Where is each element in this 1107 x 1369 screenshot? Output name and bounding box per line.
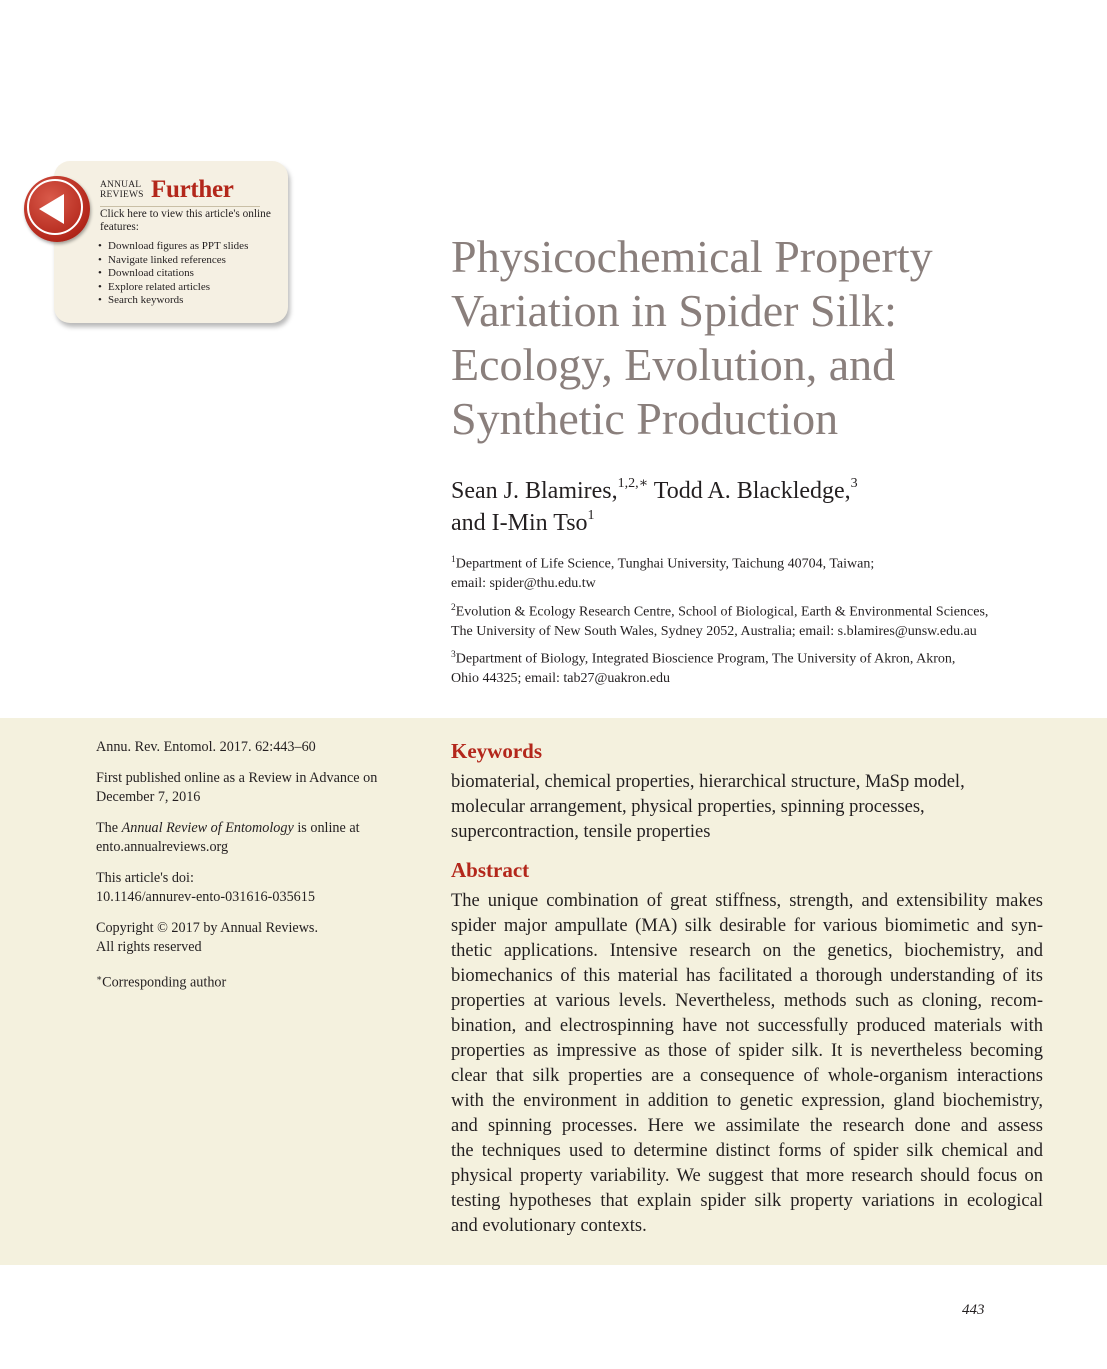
affiliation-email: The University of New South Wales, Sydney 2052, Australia; email: s.blamires@unsw.edu.au bbox=[451, 623, 977, 639]
affiliation bbox=[451, 551, 1051, 594]
article-info-sidebar bbox=[96, 738, 416, 1005]
abstract-text bbox=[451, 889, 1043, 1239]
feature-list bbox=[98, 240, 248, 308]
feature-item[interactable]: • Navigate linked references bbox=[98, 254, 248, 268]
abstract-line: and spinning processes. Here we assimilate the research done and assess bbox=[451, 1116, 1043, 1136]
title-line: Ecology, Evolution, and bbox=[451, 339, 896, 390]
doi-value[interactable]: 10.1146/annurev-ento-031616-035615 bbox=[96, 889, 315, 905]
corresponding-note bbox=[96, 969, 416, 993]
keywords-heading: Keywords bbox=[451, 739, 542, 763]
title-line: Physicochemical Property bbox=[451, 231, 933, 282]
feature-item[interactable]: • Download citations bbox=[98, 267, 248, 281]
abstract-heading: Abstract bbox=[451, 858, 530, 882]
affiliation-email: Ohio 44325; email: tab27@uakron.edu bbox=[451, 671, 670, 687]
affiliation-email: email: spider@thu.edu.tw bbox=[451, 576, 596, 592]
left-arrow-icon bbox=[24, 176, 90, 242]
abstract-line: properties as impressive as those of spider silk. It is nevertheless becoming bbox=[451, 1041, 1043, 1061]
title-line: Synthetic Production bbox=[451, 393, 839, 444]
corresponding-text: Corresponding author bbox=[102, 974, 227, 991]
published-date bbox=[96, 769, 416, 807]
copyright-line: Copyright © 2017 by Annual Reviews. bbox=[96, 920, 319, 936]
abstract-line: properties at various levels. Nevertheless, methods such as cloning, recom- bbox=[451, 991, 1043, 1011]
affiliation-text: Department of Biology, Integrated Bioscience Program, The University of Akron, Akron, bbox=[455, 651, 956, 667]
article-title bbox=[451, 230, 1071, 446]
affiliation-sup: 3 bbox=[451, 650, 456, 661]
abstract-line: testing hypotheses that explain spider silk property variations in ecological bbox=[451, 1191, 1043, 1211]
click-here-rest: to view this article's online features: bbox=[100, 208, 271, 233]
author-name: and I-Min Tso bbox=[451, 510, 588, 536]
author-sup: 1,2,∗ bbox=[617, 476, 649, 491]
click-here-text bbox=[100, 208, 280, 234]
journal-suffix: is online at bbox=[293, 820, 360, 836]
journal-prefix: The bbox=[96, 820, 122, 836]
abstract-line: with the environment in addition to genetic expression, gland biochemistry, bbox=[451, 1091, 1043, 1111]
feature-item[interactable]: • Search keywords bbox=[98, 294, 248, 308]
published-line: December 7, 2016 bbox=[96, 789, 201, 805]
abstract-line: clear that silk properties are a consequence of whole-organism interactions bbox=[451, 1066, 1043, 1086]
author-sup: 3 bbox=[850, 476, 858, 491]
doi bbox=[96, 869, 416, 907]
feature-item[interactable]: • Download figures as PPT slides bbox=[98, 240, 248, 254]
keywords-line: supercontraction, tensile properties bbox=[451, 822, 711, 842]
brand-further: Further bbox=[151, 176, 234, 203]
main-column bbox=[451, 736, 1043, 1239]
abstract-line: The unique combination of great stiffness, strength, and extensibility makes bbox=[451, 891, 1043, 911]
title-line: Variation in Spider Silk: bbox=[451, 285, 897, 336]
affiliations bbox=[451, 551, 1051, 694]
journal-online bbox=[96, 819, 416, 857]
affiliation-sup: 1 bbox=[451, 555, 456, 565]
copyright bbox=[96, 919, 416, 957]
doi-label: This article's doi: bbox=[96, 870, 194, 886]
abstract-line: spider major ampullate (MA) silk desirable for various biomimetic and syn- bbox=[451, 916, 1043, 936]
affiliation bbox=[451, 646, 1051, 689]
journal-url[interactable]: ento.annualreviews.org bbox=[96, 839, 229, 855]
click-here-link[interactable]: Click here bbox=[100, 208, 147, 220]
brand-reviews: REVIEWS bbox=[100, 190, 144, 200]
citation bbox=[96, 738, 416, 757]
published-line: First published online as a Review in Advance on bbox=[96, 770, 378, 786]
affiliation bbox=[451, 599, 1051, 642]
abstract-line: and evolutionary contexts. bbox=[451, 1216, 647, 1236]
abstract-line: physical property variability. We suggest that more research should focus on bbox=[451, 1166, 1043, 1186]
abstract-line: biomechanics of this material has facilitated a thorough understanding of its bbox=[451, 966, 1043, 986]
copyright-line: All rights reserved bbox=[96, 939, 202, 955]
author-sup: 1 bbox=[587, 508, 595, 523]
author-name: Sean J. Blamires, bbox=[451, 478, 618, 504]
affiliation-text: Department of Life Science, Tunghai University, Taichung 40704, Taiwan; bbox=[455, 556, 875, 572]
citation-text: Annu. Rev. Entomol. 2017. 62:443–60 bbox=[96, 739, 316, 755]
abstract-line: thetic applications. Intensive research on the genetics, biochemistry, and bbox=[451, 941, 1043, 961]
keywords-line: biomaterial, chemical properties, hierarchical structure, MaSp model, bbox=[451, 772, 965, 792]
corresponding-mark: ∗ bbox=[96, 973, 103, 983]
abstract-line: bination, and electrospinning have not successfully produced materials with bbox=[451, 1016, 1043, 1036]
divider bbox=[100, 206, 260, 207]
journal-name: Annual Review of Entomology bbox=[121, 820, 294, 836]
page-number: 443 bbox=[962, 1302, 985, 1318]
affiliation-text: Evolution & Ecology Research Centre, School of Biological, Earth & Environmental Sciences, bbox=[455, 604, 989, 620]
further-arrow-button[interactable] bbox=[24, 176, 90, 242]
abstract-line: the techniques used to determine distinct forms of spider silk chemical and bbox=[451, 1141, 1043, 1161]
brand-annual: ANNUAL bbox=[100, 180, 142, 190]
keywords-list bbox=[451, 770, 1043, 845]
feature-item[interactable]: • Explore related articles bbox=[98, 281, 248, 295]
author-name: Todd A. Blackledge, bbox=[648, 478, 851, 504]
keywords-line: molecular arrangement, physical properties, spinning processes, bbox=[451, 797, 925, 817]
affiliation-sup: 2 bbox=[451, 602, 456, 613]
authors bbox=[451, 475, 1051, 539]
